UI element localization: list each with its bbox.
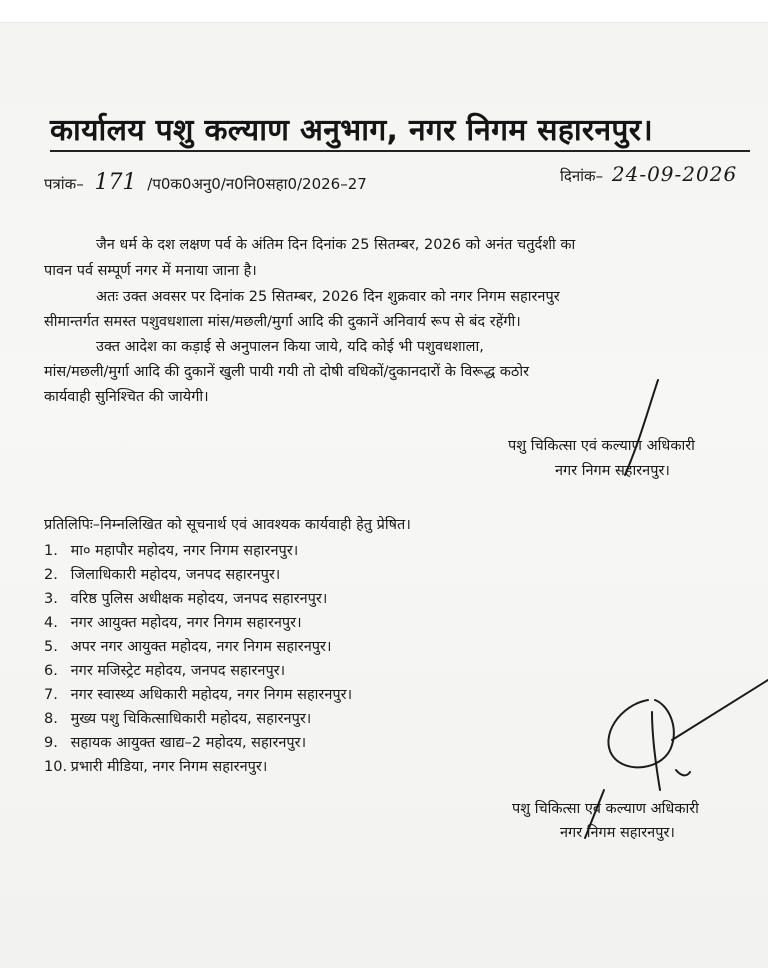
list-item-text: मा० महापौर महोदय, नगर निगम सहारनपुर। <box>70 543 299 559</box>
signature-stroke-1 <box>625 380 658 475</box>
date-handwritten-value: 24-09-2026 <box>611 162 738 186</box>
date-label: दिनांक– <box>560 167 604 185</box>
body-line: जैन धर्म के दश लक्षण पर्व के अंतिम दिन दिनांक 25 सितम्बर, 2026 को अनंत चतुर्दशी का <box>96 237 576 253</box>
copy-to-heading: प्रतिलिपिः–निम्नलिखित को सूचनार्थ एवं आवश्यक कार्यवाही हेतु प्रेषित। <box>44 517 411 533</box>
body-line: सीमान्तर्गत समस्त पशुवधशाला मांस/मछली/मुर्गा आदि की दुकानें अनिवार्य रूप से बंद रहेंगी। <box>44 314 521 330</box>
list-item-number: 4. <box>44 615 58 631</box>
reference-code: /प0क0अनु0/न0नि0सहा0/2026–27 <box>147 175 367 193</box>
list-item-text: सहायक आयुक्त खाद्य–2 महोदय, सहारनपुर। <box>70 735 307 751</box>
list-item-number: 1. <box>44 543 58 559</box>
signature-stroke-2 <box>585 680 768 838</box>
office-heading: कार्यालय पशु कल्याण अनुभाग, नगर निगम सहारनपुर। <box>50 113 653 148</box>
list-item-number: 5. <box>44 639 58 655</box>
list-item-text: वरिष्ठ पुलिस अधीक्षक महोदय, जनपद सहारनपुर। <box>70 591 328 607</box>
body-line: अतः उक्त अवसर पर दिनांक 25 सितम्बर, 2026 दिन शुक्रवार को नगर निगम सहारनपुर <box>96 289 560 305</box>
reference-handwritten-number: 171 <box>94 170 137 195</box>
signatory-office: नगर निगम सहारनपुर। <box>555 463 670 479</box>
list-item-number: 10. <box>44 759 68 775</box>
list-item-text: अपर नगर आयुक्त महोदय, नगर निगम सहारनपुर। <box>70 639 332 655</box>
reference-label: पत्रांक– <box>44 175 84 193</box>
list-item-text: नगर स्वास्थ्य अधिकारी महोदय, नगर निगम सहारनपुर। <box>70 687 353 703</box>
list-item-text: जिलाधिकारी महोदय, जनपद सहारनपुर। <box>70 567 281 583</box>
body-line: उक्त आदेश का कड़ाई से अनुपालन किया जाये, यदि कोई भी पशुवधशाला, <box>96 339 484 355</box>
signatory-designation: पशु चिकित्सा एवं कल्याण अधिकारी <box>512 801 699 817</box>
signatory-office: नगर निगम सहारनपुर। <box>560 825 675 841</box>
list-item-number: 6. <box>44 663 58 679</box>
body-line: कार्यवाही सुनिश्चित की जायेगी। <box>44 389 209 405</box>
list-item-text: मुख्य पशु चिकित्साधिकारी महोदय, सहारनपुर। <box>70 711 312 727</box>
list-item-text: नगर मजिस्ट्रेट महोदय, जनपद सहारनपुर। <box>70 663 286 679</box>
list-item-number: 2. <box>44 567 58 583</box>
list-item-number: 8. <box>44 711 58 727</box>
body-line: मांस/मछली/मुर्गा आदि की दुकानें खुली पायी गयी तो दोषी वधिकों/दुकानदारों के विरूद्ध कठोर <box>44 364 530 380</box>
list-item-text: नगर आयुक्त महोदय, नगर निगम सहारनपुर। <box>70 615 302 631</box>
list-item-number: 9. <box>44 735 58 751</box>
body-line: पावन पर्व सम्पूर्ण नगर में मनाया जाना है। <box>44 263 257 279</box>
signatory-designation: पशु चिकित्सा एवं कल्याण अधिकारी <box>508 438 695 454</box>
list-item-text: प्रभारी मीडिया, नगर निगम सहारनपुर। <box>70 759 268 775</box>
list-item-number: 3. <box>44 591 58 607</box>
list-item-number: 7. <box>44 687 58 703</box>
